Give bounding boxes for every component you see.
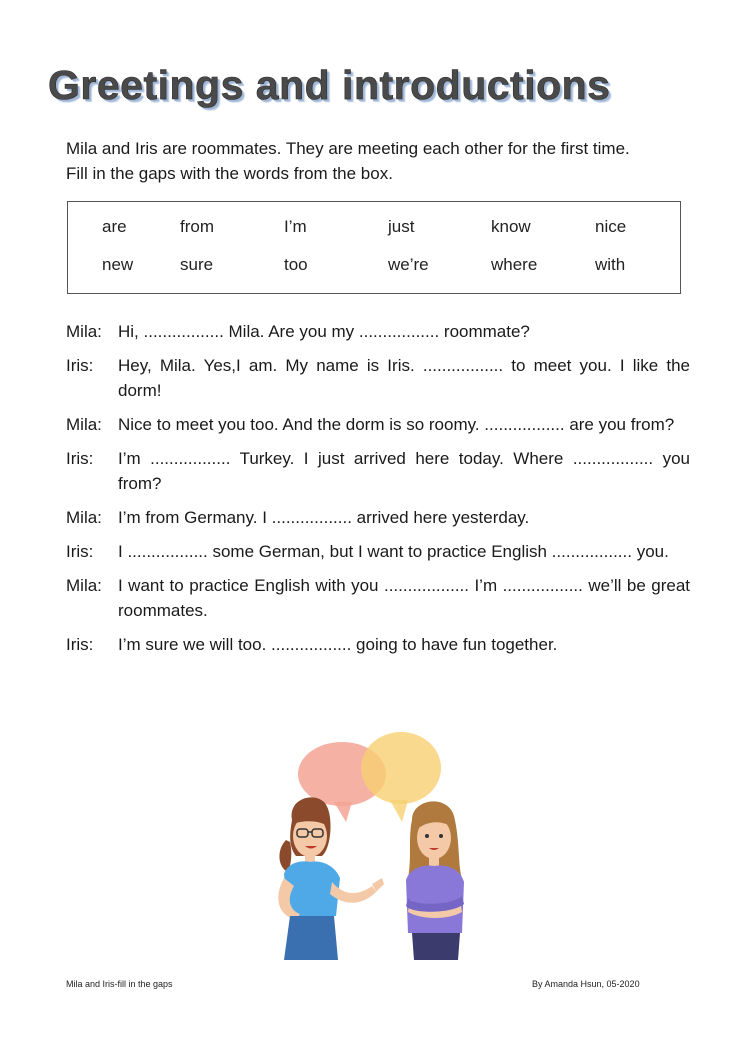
dialogue-text: Hi, ................. Mila. Are you my ................. roommate?: [118, 322, 530, 341]
dialogue-line: [66, 412, 690, 437]
word-box-item: are: [102, 217, 127, 236]
speaker-label: Mila:: [66, 508, 102, 527]
dialogue-line: [66, 632, 690, 657]
word-box-item: we’re: [388, 255, 429, 274]
dialogue-text: Nice to meet you too. And the dorm is so roomy. ................. are you from?: [118, 415, 675, 434]
word-box-item: with: [595, 255, 626, 274]
speaker-label: Iris:: [66, 356, 94, 375]
speaker-label: Mila:: [66, 576, 102, 595]
word-box-item: new: [102, 255, 134, 274]
dialogue-text: I ................. some German, but I want to practice English ................. you.: [118, 542, 669, 561]
dialogue-text: I’m ................. Turkey. I just arrived here today. Where ................. you from?: [118, 449, 690, 493]
dialogue-line: [66, 319, 690, 344]
word-box-item: where: [491, 255, 538, 274]
word-box-item: know: [491, 217, 531, 236]
dialogue: [66, 319, 690, 666]
mila-figure: [278, 797, 384, 960]
dialogue-line: [66, 539, 690, 564]
instructions: [66, 136, 690, 186]
word-box-item: too: [284, 255, 308, 274]
word-box-item: nice: [595, 217, 627, 236]
dialogue-text: I’m sure we will too. ................. going to have fun together.: [118, 635, 558, 654]
dialogue-line: [66, 353, 690, 403]
speaker-label: Iris:: [66, 542, 94, 561]
speaker-label: Mila:: [66, 415, 102, 434]
dialogue-line: [66, 573, 690, 623]
instruction-line-1: Mila and Iris are roommates. They are meeting each other for the first time.: [66, 139, 630, 158]
dialogue-line: [66, 446, 690, 496]
word-box-item: I’m: [284, 217, 307, 236]
two-girls-illustration: [262, 728, 492, 960]
word-box: [67, 201, 681, 294]
word-box-item: sure: [180, 255, 214, 274]
speaker-label: Mila:: [66, 322, 102, 341]
instruction-line-2: Fill in the gaps with the words from the box.: [66, 164, 393, 183]
word-box-item: from: [180, 217, 214, 236]
dialogue-text: I want to practice English with you .................. I’m ................. we’ll be great roommates.: [118, 576, 690, 620]
footer-right: By Amanda Hsun, 05-2020: [532, 979, 640, 989]
speaker-label: Iris:: [66, 449, 94, 468]
footer-left: Mila and Iris-fill in the gaps: [66, 979, 173, 989]
word-box-item: just: [388, 217, 415, 236]
speaker-label: Iris:: [66, 635, 94, 654]
page-title: Greetings and introductions: [48, 62, 611, 108]
dialogue-text: Hey, Mila. Yes,I am. My name is Iris. ................. to meet you. I like the dorm!: [118, 356, 690, 400]
dialogue-text: I’m from Germany. I ................. arrived here yesterday.: [118, 508, 530, 527]
iris-figure: [406, 801, 464, 960]
dialogue-line: [66, 505, 690, 530]
